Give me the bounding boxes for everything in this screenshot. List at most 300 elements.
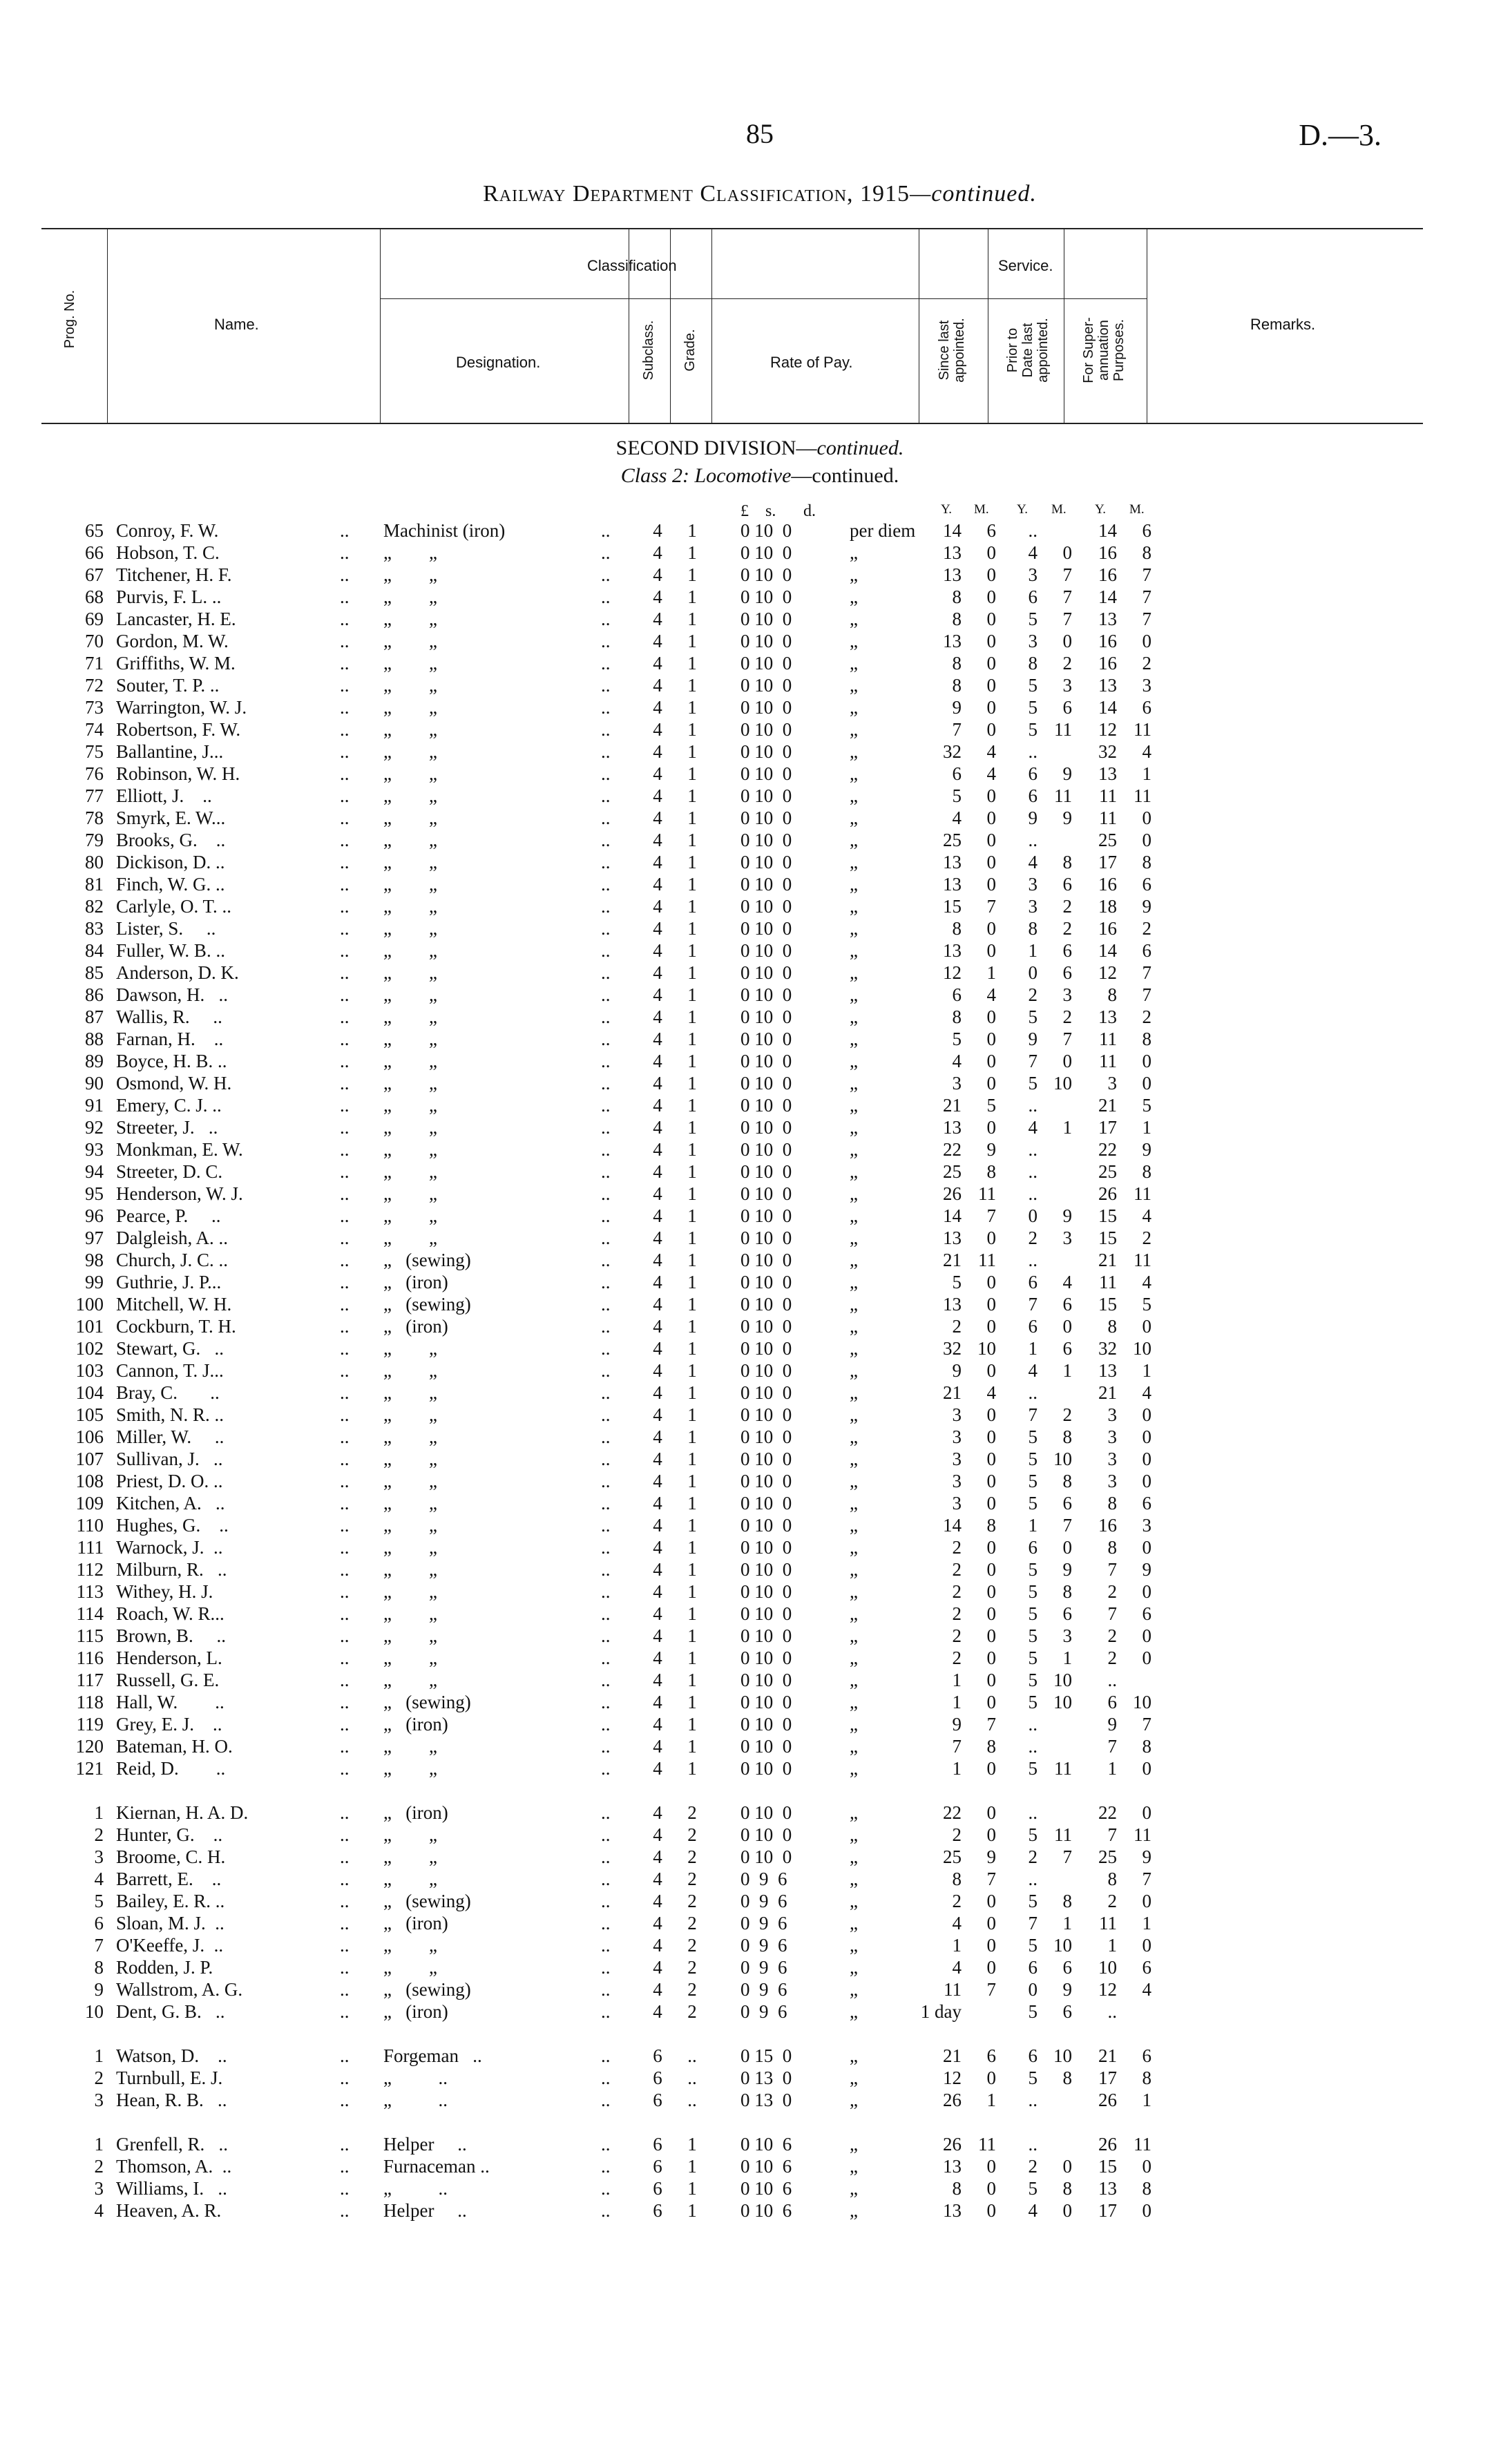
- cell-y3: 11: [1099, 785, 1117, 806]
- cell-rate: 0 10 0: [740, 1183, 792, 1204]
- cell-per: „: [850, 1029, 858, 1049]
- cell-no: 82: [85, 896, 104, 917]
- table-row: [0, 2133, 1501, 2155]
- cell-rate: 0 10 0: [740, 1559, 792, 1580]
- cell-grade: 1: [687, 1537, 697, 1558]
- cell-per: „: [850, 2045, 858, 2066]
- cell-y3: 25: [1098, 1161, 1117, 1182]
- cell-rate: 0 10 0: [740, 1714, 792, 1735]
- cell-y3: ..: [1107, 2001, 1117, 2022]
- cell-desig: „ „: [383, 1493, 437, 1513]
- leader-dots: ..: [340, 1846, 350, 1867]
- cell-sub: 4: [653, 1426, 662, 1447]
- cell-m2: 6: [1062, 940, 1072, 961]
- cell-m1: 1: [986, 962, 996, 983]
- cell-y2: 1: [1028, 940, 1038, 961]
- cell-y1: 14: [943, 1515, 962, 1536]
- cell-name: Hobson, T. C.: [116, 542, 220, 563]
- cell-per: „: [850, 1648, 858, 1668]
- cell-no: 77: [85, 785, 104, 806]
- cell-rate: 0 15 0: [740, 2045, 792, 2066]
- cell-y2: 6: [1028, 785, 1038, 806]
- leader-dots: ..: [340, 1493, 350, 1513]
- cell-y2: 5: [1028, 1648, 1038, 1668]
- cell-desig: „ „: [383, 1449, 437, 1469]
- cell-sub: 4: [653, 675, 662, 696]
- cell-grade: ..: [687, 2067, 697, 2088]
- leader-dots: ..: [340, 1382, 350, 1403]
- cell-desig: „ „: [383, 1382, 437, 1403]
- cell-no: 71: [85, 653, 104, 674]
- cell-no: 3: [94, 1846, 104, 1867]
- cell-rate: 0 10 0: [740, 1449, 792, 1469]
- cell-m3: 0: [1142, 1935, 1151, 1956]
- cell-rate: 0 10 0: [740, 741, 792, 762]
- cell-desig: „ „: [383, 1603, 437, 1624]
- table-row: [0, 873, 1501, 895]
- unit-y3: Y.: [1095, 502, 1107, 517]
- cell-grade: 1: [687, 741, 697, 762]
- cell-desig: „ „: [383, 1537, 437, 1558]
- cell-desig: „ „: [383, 1161, 437, 1182]
- cell-sub: 4: [653, 896, 662, 917]
- leader-dots: ..: [340, 586, 350, 607]
- cell-m1: 4: [986, 763, 996, 784]
- cell-per: „: [850, 2134, 858, 2155]
- page-title: [207, 181, 1312, 207]
- cell-m1: 0: [986, 785, 996, 806]
- cell-y3: 1: [1107, 1935, 1117, 1956]
- cell-desig: „ „: [383, 1183, 437, 1204]
- cell-y1: 8: [952, 653, 962, 674]
- cell-sub: 4: [653, 1714, 662, 1735]
- cell-no: 86: [85, 984, 104, 1005]
- cell-m2: 8: [1062, 2178, 1072, 2199]
- cell-no: 88: [85, 1029, 104, 1049]
- cell-m2: 8: [1062, 1891, 1072, 1911]
- cell-m2: 7: [1062, 609, 1072, 629]
- table-row: [0, 1978, 1501, 2000]
- cell-y1: 25: [943, 830, 962, 850]
- leader-dots: ..: [601, 1360, 611, 1381]
- cell-desig: „ „: [383, 1846, 437, 1867]
- cell-y2: ..: [1028, 830, 1038, 850]
- cell-sub: 4: [653, 763, 662, 784]
- cell-rate: 0 10 0: [740, 1736, 792, 1757]
- cell-y2: 7: [1028, 1051, 1038, 1071]
- cell-m1: 0: [986, 830, 996, 850]
- cell-desig: „ „: [383, 1957, 437, 1978]
- cell-m2: 6: [1062, 697, 1072, 718]
- cell-y3: 17: [1098, 2067, 1117, 2088]
- cell-m1: 9: [986, 1846, 996, 1867]
- cell-desig: „ (sewing): [383, 1250, 471, 1270]
- cell-m3: 3: [1142, 1515, 1151, 1536]
- cell-y1: 8: [952, 918, 962, 939]
- cell-m1: 1: [986, 2090, 996, 2110]
- cell-y1: 21: [943, 1250, 962, 1270]
- cell-m3: 4: [1142, 1382, 1151, 1403]
- cell-name: Roach, W. R...: [116, 1603, 224, 1624]
- leader-dots: ..: [601, 2090, 611, 2110]
- cell-sub: 6: [653, 2090, 662, 2110]
- cell-y3: 15: [1098, 1294, 1117, 1315]
- cell-per: „: [850, 564, 858, 585]
- cell-m3: 3: [1142, 675, 1151, 696]
- leader-dots: ..: [340, 1869, 350, 1889]
- cell-m2: 6: [1062, 1338, 1072, 1359]
- cell-sub: 4: [653, 1846, 662, 1867]
- leader-dots: ..: [601, 1449, 611, 1469]
- cell-no: 84: [85, 940, 104, 961]
- cell-m3: 6: [1142, 697, 1151, 718]
- leader-dots: ..: [340, 1161, 350, 1182]
- cell-name: Lister, S. ..: [116, 918, 216, 939]
- table-row: [0, 1404, 1501, 1426]
- cell-m1: 0: [986, 1692, 996, 1712]
- cell-no: 87: [85, 1006, 104, 1027]
- leader-dots: ..: [340, 1692, 350, 1712]
- cell-y3: 16: [1098, 631, 1117, 651]
- cell-rate: 0 10 0: [740, 675, 792, 696]
- cell-name: Purvis, F. L. ..: [116, 586, 222, 607]
- leader-dots: ..: [601, 1338, 611, 1359]
- cell-m3: 4: [1142, 741, 1151, 762]
- table-row: [0, 851, 1501, 873]
- table-row: [0, 1094, 1501, 1116]
- cell-name: Miller, W. ..: [116, 1426, 224, 1447]
- cell-desig: „ „: [383, 1426, 437, 1447]
- leader-dots: ..: [340, 830, 350, 850]
- cell-y1: 12: [943, 2067, 962, 2088]
- leader-dots: ..: [340, 2178, 350, 2199]
- cell-name: Grenfell, R. ..: [116, 2134, 228, 2155]
- cell-no: 95: [85, 1183, 104, 1204]
- cell-m1: 0: [986, 1426, 996, 1447]
- cell-m1: 0: [986, 1935, 996, 1956]
- leader-dots: ..: [340, 1670, 350, 1690]
- table-row: [0, 1183, 1501, 1205]
- cell-m3: 8: [1142, 1736, 1151, 1757]
- cell-no: 118: [76, 1692, 104, 1712]
- cell-no: 93: [85, 1139, 104, 1160]
- cell-rate: 0 10 0: [740, 719, 792, 740]
- cell-m2: 10: [1053, 2045, 1072, 2066]
- table-row: [0, 1315, 1501, 1337]
- cell-y3: 16: [1098, 564, 1117, 585]
- cell-per: „: [850, 1802, 858, 1823]
- cell-y1: 11: [944, 1979, 962, 2000]
- cell-y3: 21: [1098, 1382, 1117, 1403]
- cell-y2: 3: [1028, 896, 1038, 917]
- leader-dots: ..: [340, 763, 350, 784]
- leader-dots: ..: [601, 1846, 611, 1867]
- cell-rate: 0 10 6: [740, 2134, 792, 2155]
- cell-m2: 8: [1062, 1581, 1072, 1602]
- cell-grade: 1: [687, 1338, 697, 1359]
- leader-dots: ..: [601, 874, 611, 895]
- cell-m1: 0: [986, 1603, 996, 1624]
- table-row: [0, 807, 1501, 829]
- cell-rate: 0 10 0: [740, 984, 792, 1005]
- cell-per: „: [850, 1228, 858, 1248]
- cell-name: Pearce, P. ..: [116, 1205, 221, 1226]
- cell-y3: 2: [1107, 1581, 1117, 1602]
- cell-m3: 7: [1142, 962, 1151, 983]
- cell-per: „: [850, 1979, 858, 2000]
- cell-name: Thomson, A. ..: [116, 2156, 232, 2177]
- cell-sub: 4: [653, 1824, 662, 1845]
- cell-desig: „ (iron): [383, 1316, 448, 1337]
- cell-m1: 0: [986, 2067, 996, 2088]
- table-row: [0, 608, 1501, 630]
- cell-y3: 11: [1099, 1029, 1117, 1049]
- leader-dots: ..: [601, 719, 611, 740]
- cell-no: 94: [85, 1161, 104, 1182]
- cell-rate: 0 10 0: [740, 520, 792, 541]
- cell-rate: 0 9 6: [740, 1869, 787, 1889]
- cell-m2: 10: [1053, 1935, 1072, 1956]
- cell-m3: 11: [1134, 1824, 1151, 1845]
- leader-dots: ..: [601, 1051, 611, 1071]
- table-row: [0, 1735, 1501, 1757]
- cell-y1: 13: [943, 1228, 962, 1248]
- leader-dots: ..: [601, 1095, 611, 1116]
- cell-desig: „ „: [383, 874, 437, 895]
- cell-m1: 0: [986, 542, 996, 563]
- cell-per: „: [850, 1205, 858, 1226]
- cell-y1: 13: [943, 564, 962, 585]
- cell-sub: 4: [653, 1338, 662, 1359]
- table-row: [0, 1691, 1501, 1713]
- cell-per: „: [850, 1891, 858, 1911]
- cell-per: „: [850, 1824, 858, 1845]
- cell-m2: 1: [1062, 1360, 1072, 1381]
- cell-y1: 13: [943, 852, 962, 872]
- leader-dots: ..: [601, 1537, 611, 1558]
- cell-name: Streeter, J. ..: [116, 1117, 218, 1138]
- cell-y1: 3: [952, 1471, 962, 1491]
- leader-dots: ..: [340, 1537, 350, 1558]
- leader-dots: ..: [601, 1294, 611, 1315]
- unit-m3: M.: [1129, 502, 1145, 517]
- cell-y1: 22: [943, 1139, 962, 1160]
- leader-dots: ..: [601, 1117, 611, 1138]
- cell-sub: 4: [653, 1758, 662, 1779]
- cell-y2: 5: [1028, 1670, 1038, 1690]
- cell-m3: 11: [1134, 1250, 1151, 1270]
- cell-m3: 1: [1142, 763, 1151, 784]
- cell-sub: 6: [653, 2178, 662, 2199]
- cell-m3: 9: [1142, 896, 1151, 917]
- cell-sub: 4: [653, 520, 662, 541]
- table-row: [0, 1580, 1501, 1603]
- table-row: [0, 1337, 1501, 1359]
- cell-per: „: [850, 1006, 858, 1027]
- cell-name: Smyrk, E. W...: [116, 808, 226, 828]
- cell-m1: 7: [986, 896, 996, 917]
- cell-rate: 0 10 0: [740, 1139, 792, 1160]
- cell-y2: ..: [1028, 1139, 1038, 1160]
- cell-desig: Machinist (iron): [383, 520, 506, 541]
- leader-dots: ..: [601, 1139, 611, 1160]
- cell-y3: 18: [1098, 896, 1117, 917]
- cell-name: Titchener, H. F.: [116, 564, 232, 585]
- leader-dots: ..: [340, 940, 350, 961]
- table-row: [0, 1448, 1501, 1470]
- cell-m1: 8: [986, 1515, 996, 1536]
- cell-m1: 4: [986, 984, 996, 1005]
- cell-per: „: [850, 1250, 858, 1270]
- cell-desig: „ „: [383, 1515, 437, 1536]
- cell-y1: 3: [952, 1426, 962, 1447]
- cell-y2: 3: [1028, 874, 1038, 895]
- cell-no: 115: [76, 1625, 104, 1646]
- cell-desig: „ „: [383, 808, 437, 828]
- cell-no: 78: [85, 808, 104, 828]
- cell-m3: 6: [1142, 520, 1151, 541]
- cell-per: „: [850, 1360, 858, 1381]
- cell-y3: 21: [1098, 2045, 1117, 2066]
- leader-dots: ..: [601, 1559, 611, 1580]
- cell-per: „: [850, 1714, 858, 1735]
- cell-rate: 0 10 0: [740, 1095, 792, 1116]
- cell-sub: 4: [653, 1449, 662, 1469]
- cell-m2: 2: [1062, 918, 1072, 939]
- cell-name: Anderson, D. K.: [116, 962, 239, 983]
- cell-rate: 0 10 0: [740, 1117, 792, 1138]
- table-row: [0, 1470, 1501, 1492]
- leader-dots: ..: [340, 1051, 350, 1071]
- cell-y1: 13: [943, 2200, 962, 2221]
- cell-y1: 8: [952, 1869, 962, 1889]
- cell-y3: 12: [1098, 1979, 1117, 2000]
- cell-per: „: [850, 984, 858, 1005]
- cell-name: Carlyle, O. T. ..: [116, 896, 231, 917]
- cell-sub: 4: [653, 984, 662, 1005]
- cell-name: Henderson, L.: [116, 1648, 222, 1668]
- cell-y3: 17: [1098, 2200, 1117, 2221]
- leader-dots: ..: [601, 520, 611, 541]
- leader-dots: ..: [340, 1316, 350, 1337]
- cell-grade: 1: [687, 1095, 697, 1116]
- leader-dots: ..: [340, 896, 350, 917]
- table-row: [0, 586, 1501, 608]
- cell-m1: 0: [986, 1648, 996, 1668]
- cell-grade: 1: [687, 1051, 697, 1071]
- cell-no: 8: [94, 1957, 104, 1978]
- leader-dots: ..: [601, 586, 611, 607]
- cell-m3: 8: [1142, 2067, 1151, 2088]
- cell-rate: 0 10 0: [740, 962, 792, 983]
- cell-name: Mitchell, W. H.: [116, 1294, 232, 1315]
- cell-m1: 0: [986, 874, 996, 895]
- table-row: [0, 1890, 1501, 1912]
- cell-m2: 2: [1062, 1006, 1072, 1027]
- cell-m1: 0: [986, 2200, 996, 2221]
- cell-m2: 1: [1062, 1117, 1072, 1138]
- cell-y1: 4: [952, 1913, 962, 1933]
- cell-grade: 1: [687, 542, 697, 563]
- cell-sub: 4: [653, 1559, 662, 1580]
- cell-name: Hall, W. ..: [116, 1692, 224, 1712]
- cell-no: 105: [75, 1404, 104, 1425]
- cell-per: „: [850, 918, 858, 939]
- cell-m1: 0: [986, 653, 996, 674]
- cell-m2: 6: [1062, 1294, 1072, 1315]
- cell-desig: „ „: [383, 1117, 437, 1138]
- leader-dots: ..: [601, 741, 611, 762]
- cell-grade: 1: [687, 719, 697, 740]
- cell-no: 81: [85, 874, 104, 895]
- cell-m3: 10: [1133, 1338, 1151, 1359]
- cell-m2: 8: [1062, 852, 1072, 872]
- cell-rate: 0 10 0: [740, 1670, 792, 1690]
- table-row: [0, 741, 1501, 763]
- cell-name: Hean, R. B. ..: [116, 2090, 227, 2110]
- cell-m1: 0: [986, 697, 996, 718]
- leader-dots: ..: [340, 1559, 350, 1580]
- cell-per: „: [850, 1581, 858, 1602]
- cell-grade: 1: [687, 1029, 697, 1049]
- cell-m2: 10: [1053, 1073, 1072, 1093]
- leader-dots: ..: [601, 2045, 611, 2066]
- cell-sub: 4: [653, 564, 662, 585]
- cell-desig: „ (sewing): [383, 1294, 471, 1315]
- cell-grade: 1: [687, 940, 697, 961]
- leader-dots: ..: [601, 1316, 611, 1337]
- cell-name: Farnan, H. ..: [116, 1029, 224, 1049]
- table-row: [0, 1271, 1501, 1293]
- cell-m2: 0: [1062, 542, 1072, 563]
- cell-y3: 10: [1098, 1957, 1117, 1978]
- header-for-super: For Super- annuation Purposes.: [1081, 317, 1127, 383]
- cell-per: „: [850, 1869, 858, 1889]
- leader-dots: ..: [340, 1625, 350, 1646]
- cell-rate: 0 10 0: [740, 1603, 792, 1624]
- cell-m1: 0: [986, 1029, 996, 1049]
- cell-m1: 0: [986, 1891, 996, 1911]
- cell-rate: 0 10 0: [740, 785, 792, 806]
- cell-rate: 0 10 0: [740, 1846, 792, 1867]
- cell-y3: 32: [1098, 1338, 1117, 1359]
- cell-grade: 1: [687, 1471, 697, 1491]
- cell-y2: 6: [1028, 1272, 1038, 1292]
- cell-name: Finch, W. G. ..: [116, 874, 225, 895]
- cell-desig: „ (sewing): [383, 1891, 471, 1911]
- cell-grade: 1: [687, 2178, 697, 2199]
- cell-grade: 2: [687, 1802, 697, 1823]
- cell-name: Kiernan, H. A. D.: [116, 1802, 249, 1823]
- leader-dots: ..: [340, 1426, 350, 1447]
- unit-pounds: £: [740, 502, 749, 520]
- cell-sub: 4: [653, 1471, 662, 1491]
- cell-desig: „ „: [383, 852, 437, 872]
- cell-m3: 11: [1134, 1183, 1151, 1204]
- cell-no: 65: [85, 520, 104, 541]
- cell-per: „: [850, 1117, 858, 1138]
- cell-m3: 0: [1142, 1426, 1151, 1447]
- cell-sub: 4: [653, 586, 662, 607]
- cell-y3: 2: [1107, 1625, 1117, 1646]
- leader-dots: ..: [340, 609, 350, 629]
- table-row: [0, 674, 1501, 696]
- leader-dots: ..: [340, 1073, 350, 1093]
- leader-dots: ..: [340, 2156, 350, 2177]
- cell-m3: 7: [1142, 984, 1151, 1005]
- cell-m2: 6: [1062, 1493, 1072, 1513]
- cell-desig: „ „: [383, 1869, 437, 1889]
